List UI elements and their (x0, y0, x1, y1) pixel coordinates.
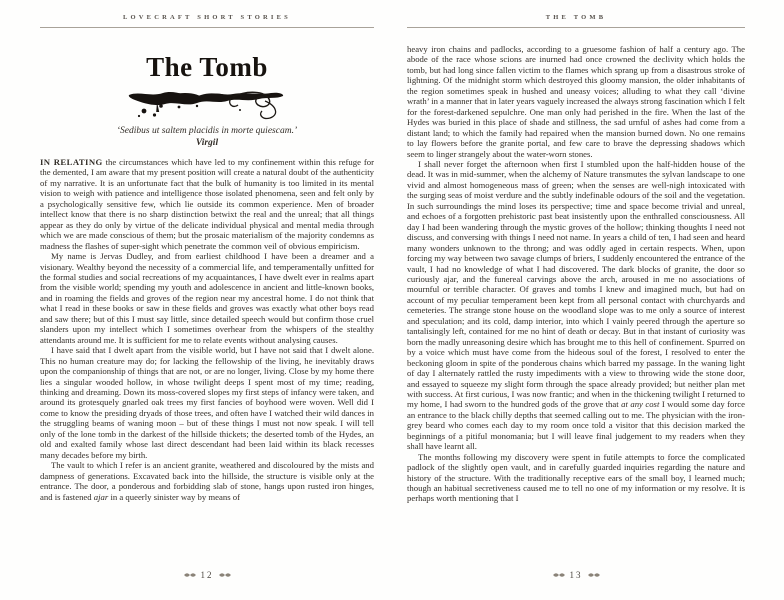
header-rule-left (40, 27, 374, 28)
paragraph: heavy iron chains and padlocks, according to a gruesome fashion of half a century ago. The abode of the race whose scions are inurned had once crowned the declivity which holds the tomb, but had long since fallen victim to the flames which sprang up from a disastrous stroke of lightning. Of the midnight storm which destroyed this gloomy mansion, the older inhabitants of the region sometimes speak in hushed and uneasy voices; alluding to what they call ‘divine wrath’ in a manner that in later years vaguely increased the always strong fascination which I felt for the forest-darkened sepulchre. One man only had perished in the fire. When the last of the Hydes was buried in this place of shade and stillness, the sad urnful of ashes had come from a distant land; to which the family had repaired when the mansion burned down. No one remains to lay flowers before the granite portal, and few care to brave the depressing shadows which seem to linger strangely about the water-worn stones. (407, 44, 745, 159)
page-number-left (40, 570, 374, 580)
folio-ornament-right-icon (219, 571, 231, 579)
epigraph-attribution: Virgil (195, 138, 219, 148)
header-rule-right (407, 27, 745, 28)
paragraph: The vault to which I refer is an ancient granite, weathered and discoloured by the mists and dampness of generations. Excavated back into the hillside, the structure is visible only at the entrance. The door, a ponderous and forbidding slab of stone, hangs upon rusted iron hinges, and is fastened ajar in a queerly sinister way by means of (40, 460, 374, 502)
running-header-left: LOVECRAFT SHORT STORIES (122, 14, 291, 21)
body-text-right (407, 44, 745, 559)
folio-ornament-left-icon (553, 571, 565, 579)
folio-ornament-right-icon (588, 571, 600, 579)
epigraph (40, 126, 374, 148)
title-flourish-ornament (127, 88, 287, 124)
body-text-left (40, 157, 374, 567)
paragraph: The months following my discovery were spent in futile attempts to force the complicated padlock of the slightly open vault, and in carefully guarded inquiries regarding the nature and history of the structure. With the traditionally receptive ears of the small boy, I learned much; though an habitual secretiveness caused me to tell no one of my information or my resolve. It is perhaps worth mentioning that I (407, 451, 745, 504)
folio-number-right: 13 (569, 570, 583, 580)
ink-flourish-icon (127, 88, 287, 124)
paragraph: I shall never forget the afternoon when first I stumbled upon the half-hidden house of the dead. It was in mid-summer, when the alchemy of Nature transmutes the sylvan landscape to one vivid and almost homogeneous mass of green; when the senses are well-nigh intoxicated with the surging seas of moist verdure and the subtly indefinable odours of the soil and the vegetation. In such surroundings the mind loses its perspective; time and space become trivial and unreal, and echoes of a forgotten prehistoric past beat insistently upon the enthralled consciousness. All day I had been wandering through the mystic groves of the hollow; thinking thoughts I need not discuss, and conversing with things I need not name. In years a child of ten, I had seen and heard many wonders unknown to the throng; and was oddly aged in certain respects. When, upon forcing my way between two savage clumps of briers, I suddenly encountered the entrance of the vault, I had no knowledge of what I had discovered. The dark blocks of granite, the door so curiously ajar, and the funereal carvings above the arch, aroused in me no associations of mournful or terrible character. Of graves and tombs I knew and imagined much, but had on account of my peculiar temperament been kept from all personal contact with churchyards and cemeteries. The strange stone house on the woodland slope was to me only a source of interest and speculation; and its cold, damp interior, into which I vainly peered through the aperture so tantalisingly left, contained for me no hint of death or decay. But in that instant of curiosity was born the madly unreasoning desire which has brought me to this hell of confinement. Spurred on by a voice which must have come from the hideous soul of the forest, I resolved to enter the beckoning gloom in spite of the ponderous chains which barred my passage. In the waning light of day I alternately rattled the rusty impediments with a view to throwing wide the stone door, and essayed to squeeze my slight form through the space already provided; but neither plan met with success. At first curious, I was now frantic; and when in the thickening twilight I returned to my home, I had sworn to the hundred gods of the grove that at any cost I would some day force an entrance to the black chilly depths that seemed calling out to me. The physician with the iron-grey beard who comes each day to my room once told a visitor that this decision marked the beginnings of a pitiful monomania; but I will leave final judgement to my readers when they shall have learnt all. (407, 158, 745, 452)
paragraph: IN RELATING the circumstances which have led to my confinement within this refuge for the demented, I am aware that my present position will create a natural doubt of the authenticity of my narrative. It is an unfortunate fact that the bulk of humanity is too limited in its mental vision to weigh with patience and intelligence those isolated phenomena, seen and felt only by a psychologically sensitive few, which lie outside its common experience. Men of broader intellect know that there is no sharp distinction betwixt the real and the unreal; that all things appear as they do only by virtue of the delicate individual physical and mental media through which we are made conscious of them; but the prosaic materialism of the majority condemns as madness the flashes of super-sight which penetrate the common veil of obvious empiricism. (40, 157, 374, 251)
story-title: The Tomb (146, 52, 268, 82)
paragraph: My name is Jervas Dudley, and from earliest childhood I have been a dreamer and a visionary. Wealthy beyond the necessity of a commercial life, and temperamentally unfitted for the formal studies and social recreations of my acquaintances, I have dwelt ever in realms apart from the visible world; spending my youth and adolescence in ancient and little-known books, and in roaming the fields and groves of the region near my ancestral home. I do not think that what I read in these books or saw in these fields and groves was exactly what other boys read and saw there; but of this I must say little, since detailed speech would but confirm those cruel slanders upon my intellect which I sometimes overhear from the whispers of the stealthy attendants around me. It is sufficient for me to relate events without analysing causes. (40, 251, 374, 345)
page-number-right (407, 570, 745, 580)
folio-number-left: 12 (200, 570, 214, 580)
epigraph-quote: ‘Sedibus ut saltem placidis in morte quiescam.’ (116, 126, 298, 136)
paragraph: I have said that I dwelt apart from the visible world, but I have not said that I dwelt alone. This no human creature may do; for lacking the fellowship of the living, he inevitably draws upon the companionship of things that are not, or are no longer, living. Close by my home there lies a singular wooded hollow, in whose twilight deeps I spent most of my time; reading, thinking and dreaming. Down its moss-covered slopes my first steps of infancy were taken, and around its grotesquely gnarled oak trees my first fancies of boyhood were woven. Well did I come to know the presiding dryads of those trees, and often have I watched their wild dances in the struggling beams of waning moon – but of these things I must not now speak. I will tell only of the lone tomb in the darkest of the hillside thickets; the deserted tomb of the Hydes, an old and exalted family whose last direct descendant had been laid within its black recesses many decades before my birth. (40, 345, 374, 460)
folio-ornament-left-icon (184, 571, 196, 579)
left-text-column (40, 0, 374, 600)
right-text-column (407, 0, 745, 600)
right-page (392, 0, 784, 600)
running-header-right: THE TOMB (545, 14, 607, 21)
